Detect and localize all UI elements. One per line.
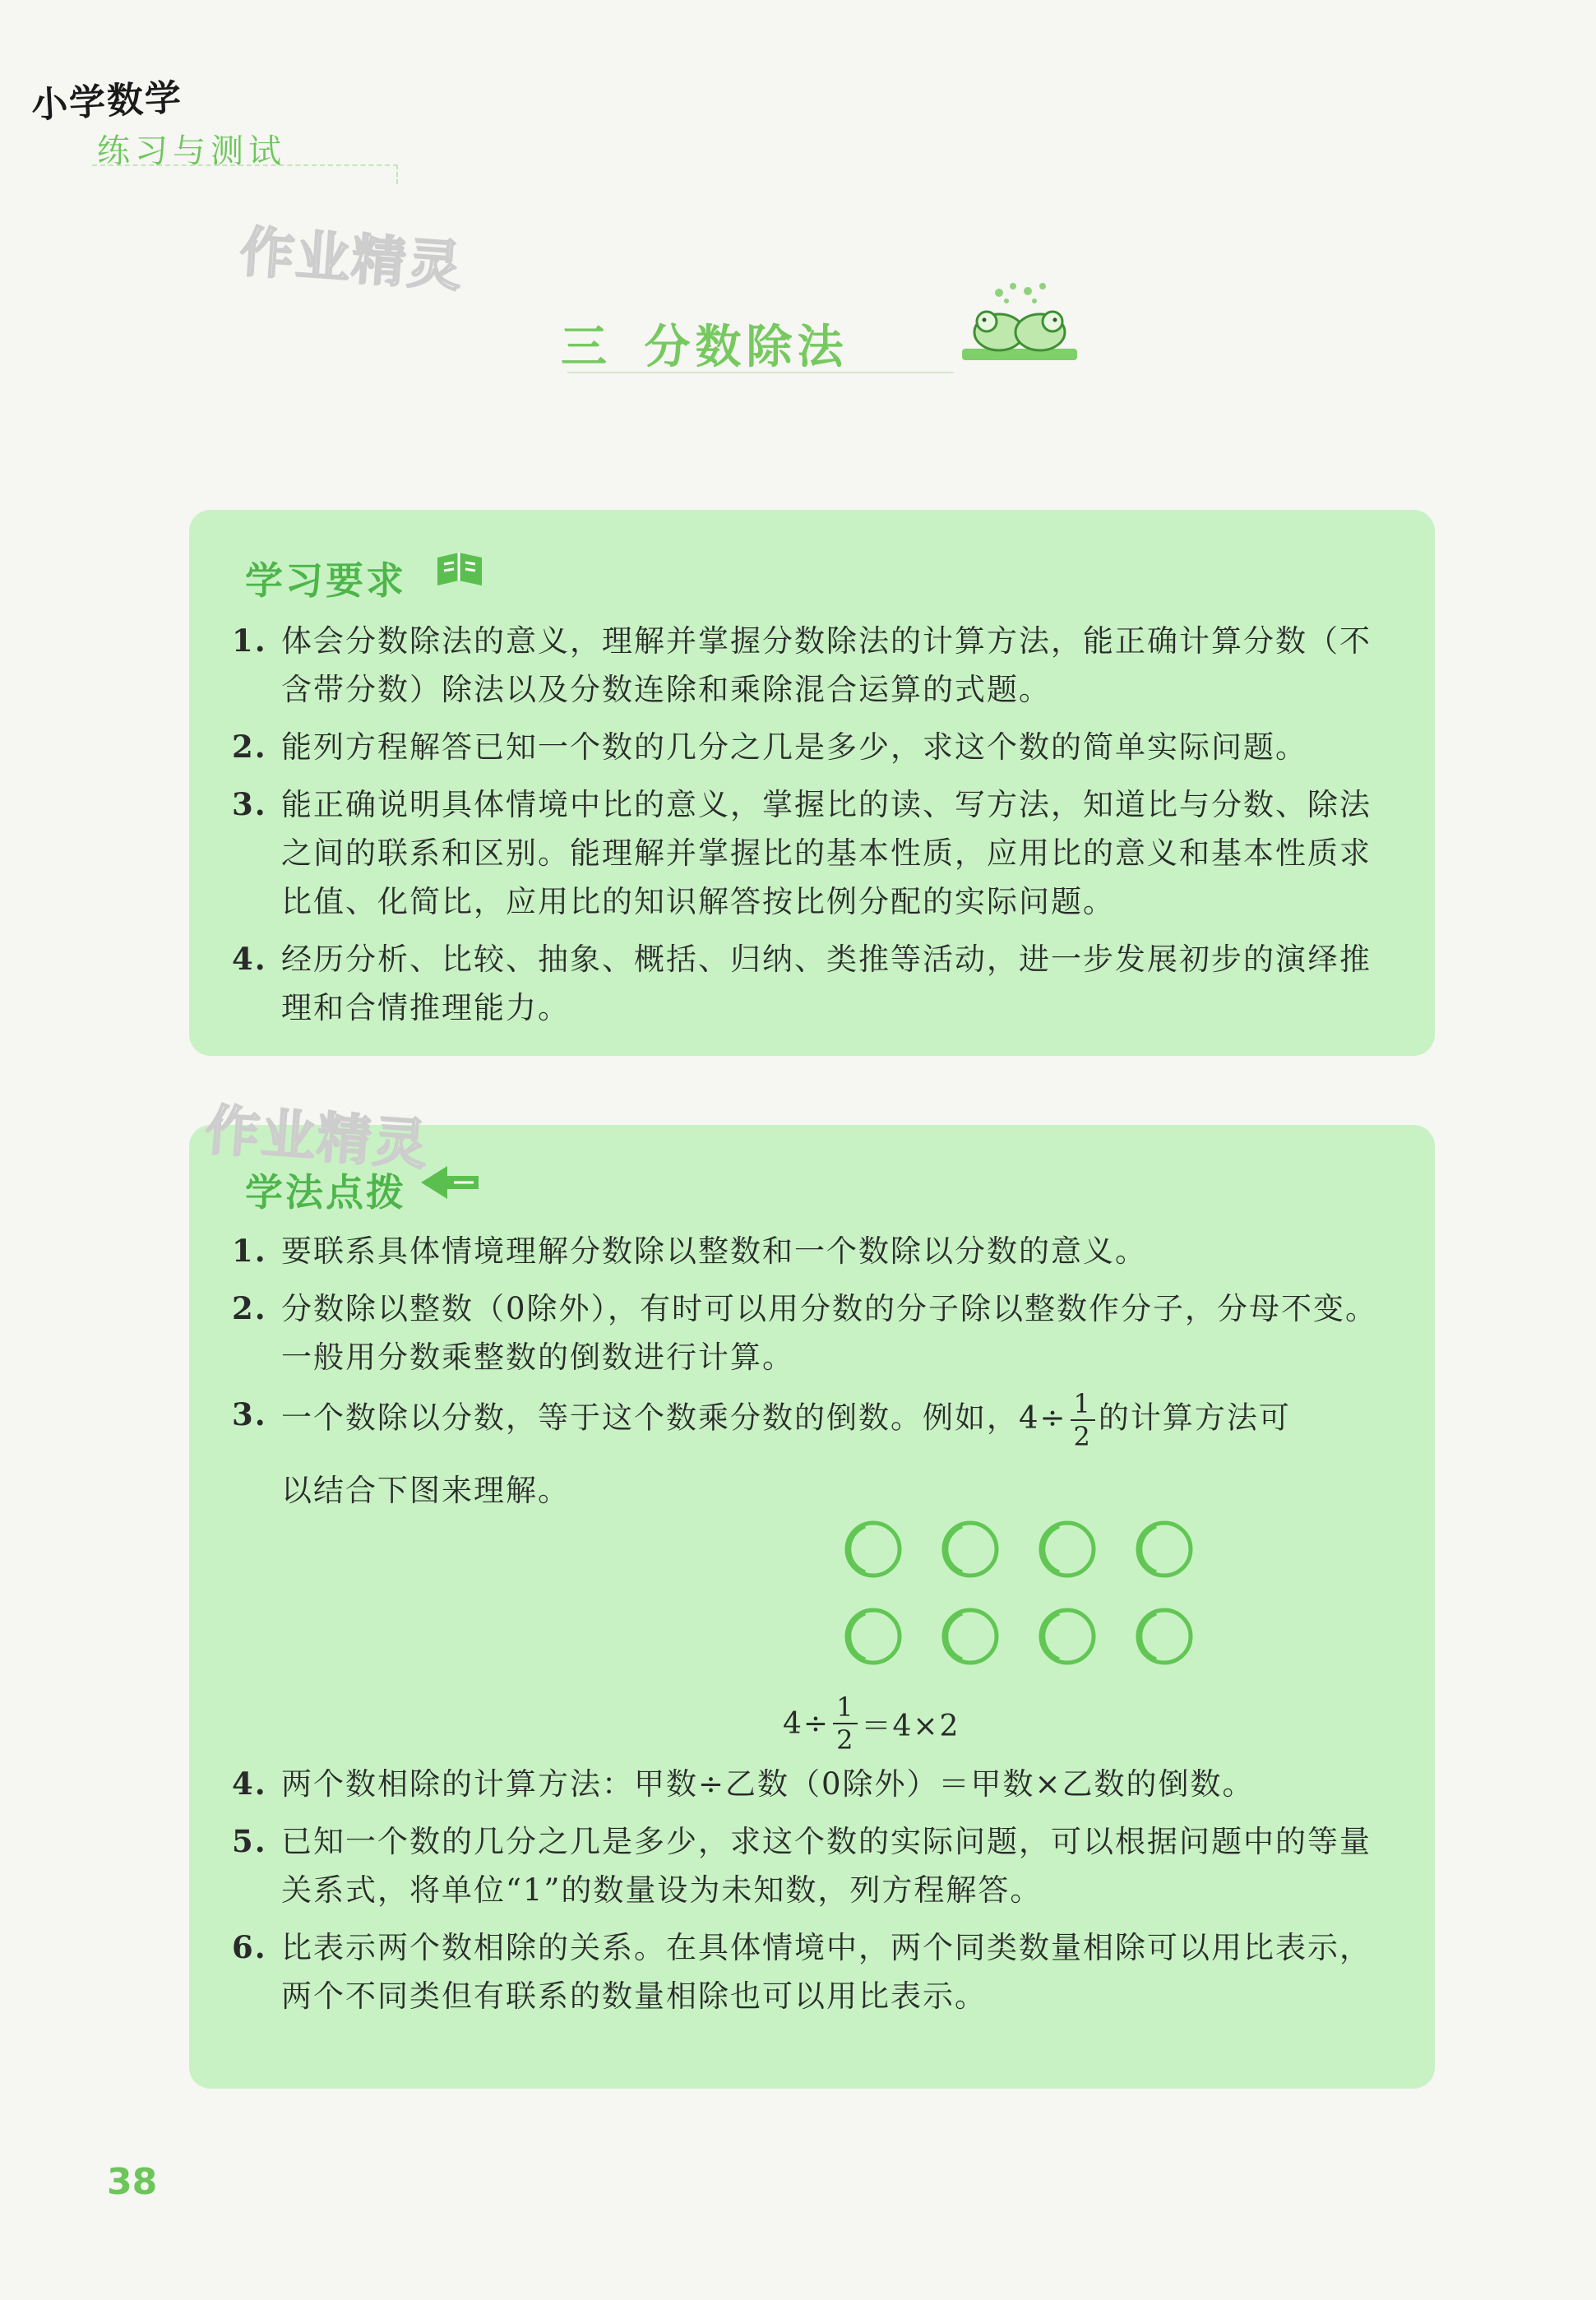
item-text: 比表示两个数相除的关系。在具体情境中，两个同类数量相除可以用比表示，两个不同类但有联系的数量相除也可以用比表示。	[281, 1930, 1372, 2014]
chapter-title	[561, 311, 849, 377]
item-text-after: 的计算方法可	[1098, 1400, 1291, 1436]
item-text: 能正确说明具体情境中比的意义，掌握比的读、写方法，知道比与分数、除法之间的联系和区别。能理解并掌握比的基本性质，应用比的意义和基本性质求比值、化简比，应用比的知识解答按比例分配的实际问题。	[281, 787, 1372, 919]
item-number: 4.	[232, 941, 267, 977]
chapter-number: 三	[561, 320, 612, 374]
tips-list	[232, 1227, 1394, 2029]
arrow-icon	[418, 1159, 483, 1206]
item-text: 体会分数除法的意义，理解并掌握分数除法的计算方法，能正确计算分数（不含带分数）除法以及分数连除和乘除混合运算的式题。	[281, 623, 1372, 707]
list-item	[232, 1284, 1394, 1381]
item-text-line2: 以结合下图来理解。	[281, 1473, 570, 1508]
circle-half-pair	[847, 1610, 900, 1663]
item-number: 2.	[232, 1290, 267, 1326]
circle-half-pair	[944, 1523, 997, 1576]
list-item	[232, 1760, 1394, 1808]
item-text	[281, 1388, 1394, 1515]
circles-figure	[232, 1515, 1394, 1756]
equation-fraction-numerator: 1	[833, 1694, 858, 1724]
item-text: 两个数相除的计算方法：甲数÷乙数（0除外）＝甲数×乙数的倒数。	[281, 1766, 1255, 1802]
fraction-numerator: 1	[1071, 1391, 1095, 1421]
circles-diagram	[807, 1515, 1268, 1687]
equation-left: 4÷	[783, 1706, 830, 1741]
circle-half-pair	[1041, 1610, 1094, 1663]
item-text: 分数除以整数（0除外），有时可以用分数的分子除以整数作分子，分母不变。一般用分数乘整数的倒数进行计算。	[281, 1291, 1378, 1375]
equation-fraction-denominator: 2	[836, 1724, 855, 1756]
item-text: 能列方程解答已知一个数的几分之几是多少，求这个数的简单实际问题。	[281, 729, 1307, 765]
item-text-before: 一个数除以分数，等于这个数乘分数的倒数。例如，4÷	[281, 1400, 1067, 1436]
requirements-list	[232, 617, 1394, 1041]
chapter-rule	[567, 372, 954, 373]
brand-series-title: 小学数学	[30, 76, 184, 127]
item-text: 经历分析、比较、抽象、概括、归纳、类推等活动，进一步发展初步的演绎推理和合情推理能力。	[281, 942, 1372, 1025]
list-item	[232, 780, 1394, 926]
item-number: 1.	[232, 622, 267, 659]
circle-half-pair	[1041, 1523, 1094, 1576]
section-title-requirements: 学习要求	[245, 558, 406, 603]
list-item	[232, 723, 1394, 771]
sheep-icon	[954, 276, 1085, 375]
learning-tips-panel	[189, 1125, 1435, 2089]
watermark: 作业精灵	[203, 1098, 431, 1178]
item-number: 6.	[232, 1929, 267, 1965]
list-item	[232, 617, 1394, 714]
learning-requirements-panel	[189, 510, 1435, 1056]
list-item	[232, 1817, 1394, 1914]
fraction-denominator: 2	[1073, 1421, 1092, 1452]
list-item	[232, 1388, 1394, 1515]
equation-right: ＝4×2	[861, 1709, 960, 1743]
item-text: 已知一个数的几分之几是多少，求这个数的实际问题，可以根据问题中的等量关系式，将单位“1”的数量设为未知数，列方程解答。	[281, 1824, 1372, 1908]
circle-half-pair	[944, 1610, 997, 1663]
item-number: 3.	[232, 786, 267, 822]
equation-fraction	[833, 1691, 858, 1756]
item-number: 4.	[232, 1765, 267, 1802]
circle-half-pair	[1138, 1610, 1191, 1663]
book-icon	[433, 546, 487, 592]
fraction	[1071, 1388, 1095, 1452]
item-number: 3.	[232, 1396, 267, 1432]
chapter-name: 分数除法	[644, 320, 849, 374]
list-item	[232, 935, 1394, 1032]
figure-equation	[783, 1691, 960, 1756]
circle-half-pair	[1138, 1523, 1191, 1576]
watermark: 作业精灵	[238, 220, 465, 299]
section-title-tips: 学法点拨	[245, 1170, 406, 1215]
item-number: 2.	[232, 729, 267, 765]
list-item	[232, 1923, 1394, 2020]
circle-half-pair	[847, 1523, 900, 1576]
list-item	[232, 1227, 1394, 1275]
brand-dashed-frame	[92, 164, 398, 184]
item-number: 1.	[232, 1233, 267, 1269]
item-number: 5.	[232, 1823, 267, 1859]
item-text: 要联系具体情境理解分数除以整数和一个数除以分数的意义。	[281, 1233, 1147, 1269]
page-number: 38	[107, 2161, 158, 2203]
brand-book-title: 练习与测试	[97, 132, 286, 170]
